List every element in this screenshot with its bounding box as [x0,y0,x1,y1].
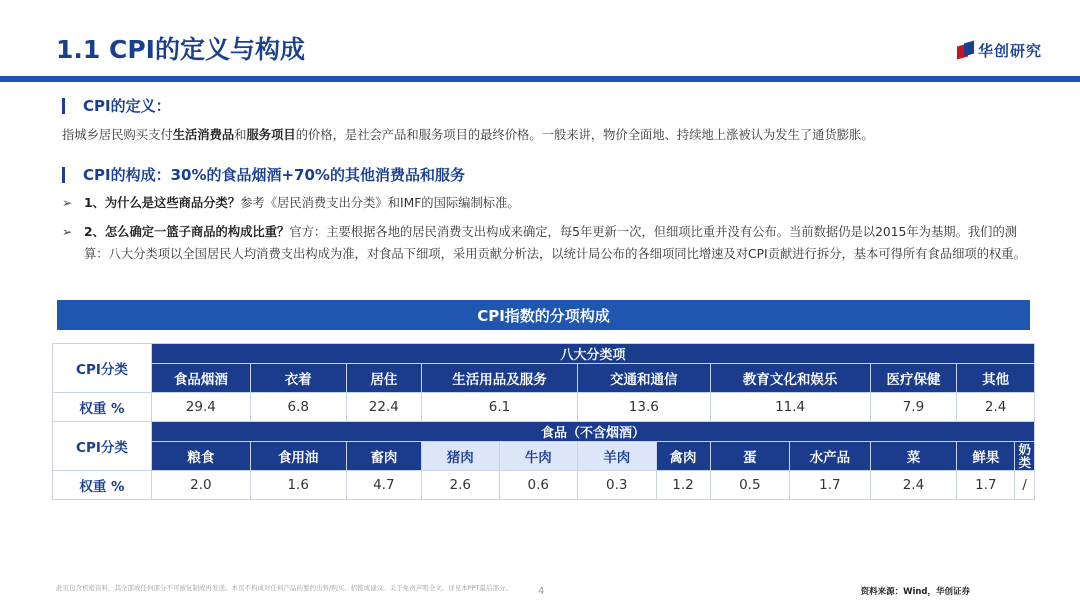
weight-cell: 6.1 [422,393,578,422]
food-category-cell: 鲜果 [957,442,1015,471]
weight-cell: 29.4 [151,393,250,422]
food-weight-cell: 1.2 [656,471,710,500]
brand-logo [957,40,1042,61]
group-header-eight-categories: 八大分类项 [151,344,1034,364]
header-divider [0,76,1080,82]
weight-cell: 7.9 [870,393,957,422]
category-cell: 衣着 [250,364,346,393]
table-row [53,393,1035,422]
bullet-item-2 [62,222,1032,265]
definition-text-part: 和 [234,128,247,142]
arrow-bullet-icon: ➢ [62,225,73,239]
weight-cell: 13.6 [578,393,711,422]
definition-heading [62,95,171,116]
category-cell: 其他 [957,364,1035,393]
table-row [53,344,1035,364]
footer-disclaimer: 此页包含机密资料，其全部或任何部分不可被复制或再发送。本页不构成对任何产品的要约出售/购买、招揽或建议。关于免责声明全文，详见本PPT最后部分。 [56,584,512,592]
category-cell: 教育文化和娱乐 [710,364,870,393]
group-header-food: 食品（不含烟酒） [151,422,1034,442]
definition-bold-consumer-goods: 生活消费品 [172,128,235,142]
category-cell: 居住 [346,364,421,393]
table-row [53,364,1035,393]
weight-cell: 6.8 [250,393,346,422]
table-row [53,422,1035,442]
food-category-cell: 奶类 [1015,442,1035,471]
page-number: 4 [538,586,545,597]
table-row [53,471,1035,500]
food-category-cell: 粮食 [151,442,250,471]
row-label-weight: 权重 % [53,393,152,422]
table-row [53,442,1035,471]
food-weight-cell: 2.6 [422,471,499,500]
food-category-cell: 猪肉 [422,442,499,471]
composition-heading-text: CPI的构成：30%的食品烟酒+70%的其他消费品和服务 [83,166,465,184]
definition-heading-text: CPI的定义： [83,97,171,115]
food-category-cell: 羊肉 [578,442,657,471]
food-weight-cell: 2.0 [151,471,250,500]
food-category-cell: 水产品 [790,442,871,471]
food-category-cell: 牛肉 [499,442,578,471]
category-cell: 交通和通信 [578,364,711,393]
brand-name: 华创研究 [977,42,1042,60]
definition-bold-services: 服务项目 [246,128,296,142]
row-label-category: CPI分类 [53,344,152,393]
definition-text [62,124,1032,146]
food-weight-cell: 4.7 [346,471,421,500]
row-label-category: CPI分类 [53,422,152,471]
food-category-cell: 畜肉 [346,442,421,471]
weight-cell: 22.4 [346,393,421,422]
brand-logo-icon [957,42,974,59]
food-weight-cell: 1.7 [957,471,1015,500]
bullet-2-answer: 官方：主要根据各地的居民消费支出构成来确定，每5年更新一次，但细项比重并没有公布。当前数据仍是以2015年为基期。我们的测算：八大分类项以全国居民人均消费支出构成为准，对食品下细项，采用贡献分析法，以统计局公布的各细项同比增速及对CPI贡献进行拆分，基本可得所有食品细项的权重。 [84,225,1026,261]
table-title-banner: CPI指数的分项构成 [57,300,1030,330]
heading-bar-icon [62,167,65,183]
arrow-bullet-icon: ➢ [62,196,73,210]
food-weight-cell: 1.7 [790,471,871,500]
data-source: 资料来源：Wind，华创证券 [860,587,970,597]
cpi-composition-table [52,343,1035,500]
category-cell: 食品烟酒 [151,364,250,393]
category-cell: 医疗保健 [870,364,957,393]
definition-text-part: 指城乡居民购买支付 [62,128,173,142]
food-weight-cell: 0.3 [578,471,657,500]
bullet-1-answer: 参考《居民消费支出分类》和IMF的国际编制标准。 [240,196,520,210]
food-category-cell: 食用油 [250,442,346,471]
food-weight-cell: / [1015,471,1035,500]
row-label-weight: 权重 % [53,471,152,500]
food-weight-cell: 1.6 [250,471,346,500]
food-category-cell: 禽肉 [656,442,710,471]
bullet-1-question: 1、为什么是这些商品分类？ [84,196,241,210]
food-weight-cell: 2.4 [870,471,957,500]
weight-cell: 11.4 [710,393,870,422]
weight-cell: 2.4 [957,393,1035,422]
food-weight-cell: 0.6 [499,471,578,500]
bullet-item-1 [62,193,1032,215]
bullet-2-question: 2、怎么确定一篮子商品的构成比重？ [84,225,290,239]
page-title: 1.1 CPI的定义与构成 [56,35,305,64]
bullet-2-text [84,222,1032,265]
food-category-cell: 蛋 [710,442,790,471]
bullet-1-text [84,193,1032,215]
category-cell: 生活用品及服务 [422,364,578,393]
food-category-cell: 菜 [870,442,957,471]
definition-text-part: 的价格，是社会产品和服务项目的最终价格。一般来讲，物价全面地、持续地上涨被认为发生了通货膨胀。 [295,128,874,142]
composition-heading [62,164,465,185]
food-weight-cell: 0.5 [710,471,790,500]
heading-bar-icon [62,98,65,114]
